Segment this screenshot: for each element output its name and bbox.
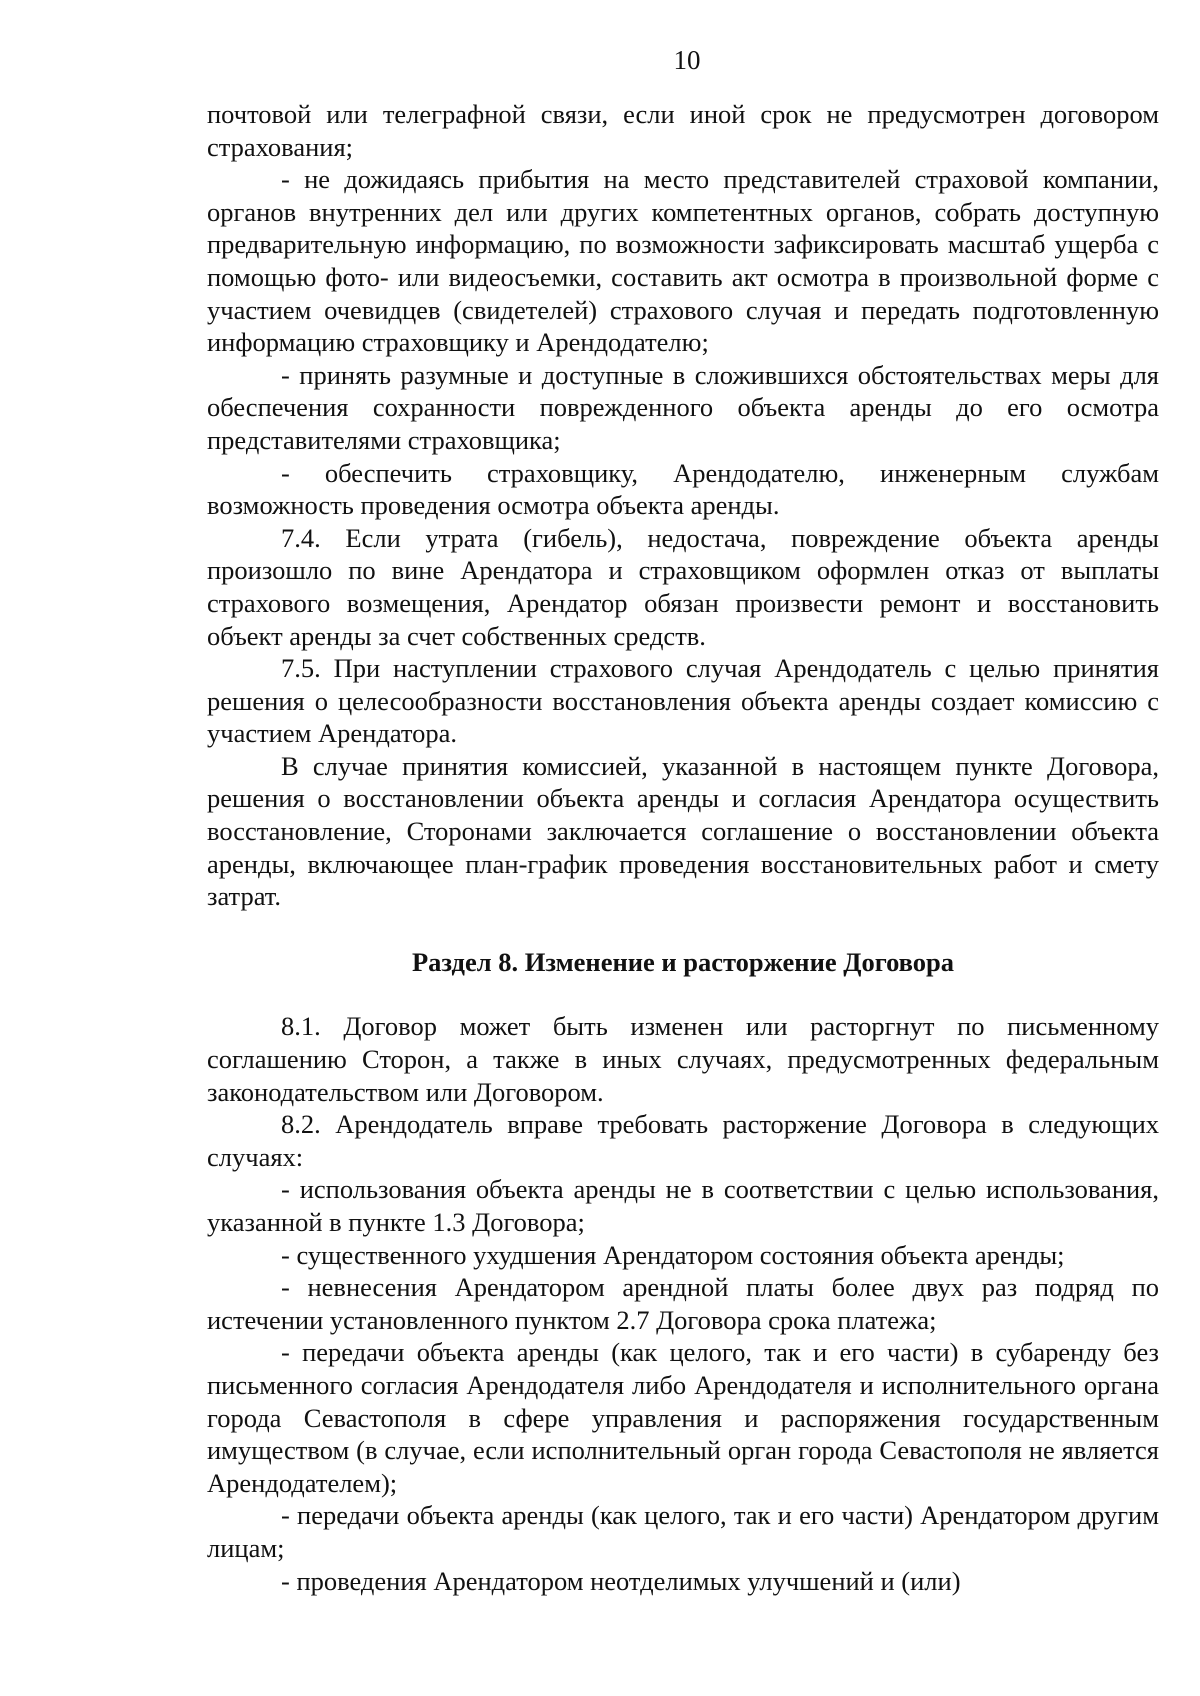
- paragraph: - принять разумные и доступные в сложившихся обстоятельствах меры для обеспечения сохранности поврежденного объекта аренды до его осмотра представителями страховщика;: [207, 359, 1159, 455]
- paragraph: 8.1. Договор может быть изменен или расторгнут по письменному соглашению Сторон, а также в иных случаях, предусмотренных федеральным законодательством или Договором.: [207, 1011, 1159, 1107]
- paragraph: - использования объекта аренды не в соответствии с целью использования, указанной в пункте 1.3 Договора;: [207, 1174, 1159, 1237]
- paragraph: 8.2. Арендодатель вправе требовать расторжение Договора в следующих случаях:: [207, 1109, 1159, 1172]
- paragraph: - существенного ухудшения Арендатором состояния объекта аренды;: [281, 1239, 1065, 1270]
- document-body: [207, 98, 1159, 1597]
- paragraph: 7.4. Если утрата (гибель), недостача, повреждение объекта аренды произошло по вине Арендатора и страховщиком оформлен отказ от выплаты страхового возмещения, Арендатор обязан произвести ремонт и восстановить объект аренды за счет собственных средств.: [207, 522, 1159, 651]
- paragraph: - обеспечить страховщику, Арендодателю, инженерным службам возможность проведения осмотра объекта аренды.: [207, 457, 1159, 521]
- paragraph: почтовой или телеграфной связи, если иной срок не предусмотрен договором страхования;: [207, 99, 1159, 162]
- paragraph: - передачи объекта аренды (как целого, так и его части) в субаренду без письменного согласия Арендодателя либо Арендодателя и исполнительного органа города Севастополя в сфере управления и распоряжения государственным имуществом (в случае, если исполнительный орган города Севастополя не является Арендодателем);: [207, 1337, 1159, 1498]
- page-number: 10: [673, 45, 701, 75]
- paragraph: В случае принятия комиссией, указанной в настоящем пункте Договора, решения о восстановлении объекта аренды и согласия Арендатора осуществить восстановление, Сторонами заключается соглашение о восстановлении объекта аренды, включающее план-график проведения восстановительных работ и смету затрат.: [207, 750, 1159, 912]
- paragraph: - не дожидаясь прибытия на место представителей страховой компании, органов внутренних дел или других компетентных органов, собрать доступную предварительную информацию, по возможности зафиксировать масштаб ущерба с помощью фото- или видеосъемки, составить акт осмотра в произвольной форме с участием очевидцев (свидетелей) страхового случая и передать подготовленную информацию страховщику и Арендодателю;: [207, 164, 1159, 358]
- paragraph: 7.5. При наступлении страхового случая Арендодатель с целью принятия решения о целесообразности восстановления объекта аренды создает комиссию с участием Арендатора.: [207, 653, 1159, 749]
- paragraph: - невнесения Арендатором арендной платы более двух раз подряд по истечении установленного пунктом 2.7 Договора срока платежа;: [207, 1272, 1159, 1335]
- paragraph: - передачи объекта аренды (как целого, так и его части) Арендатором другим лицам;: [207, 1500, 1159, 1563]
- paragraph: - проведения Арендатором неотделимых улучшений и (или): [281, 1565, 961, 1596]
- section-heading: Раздел 8. Изменение и расторжение Договора: [411, 946, 955, 977]
